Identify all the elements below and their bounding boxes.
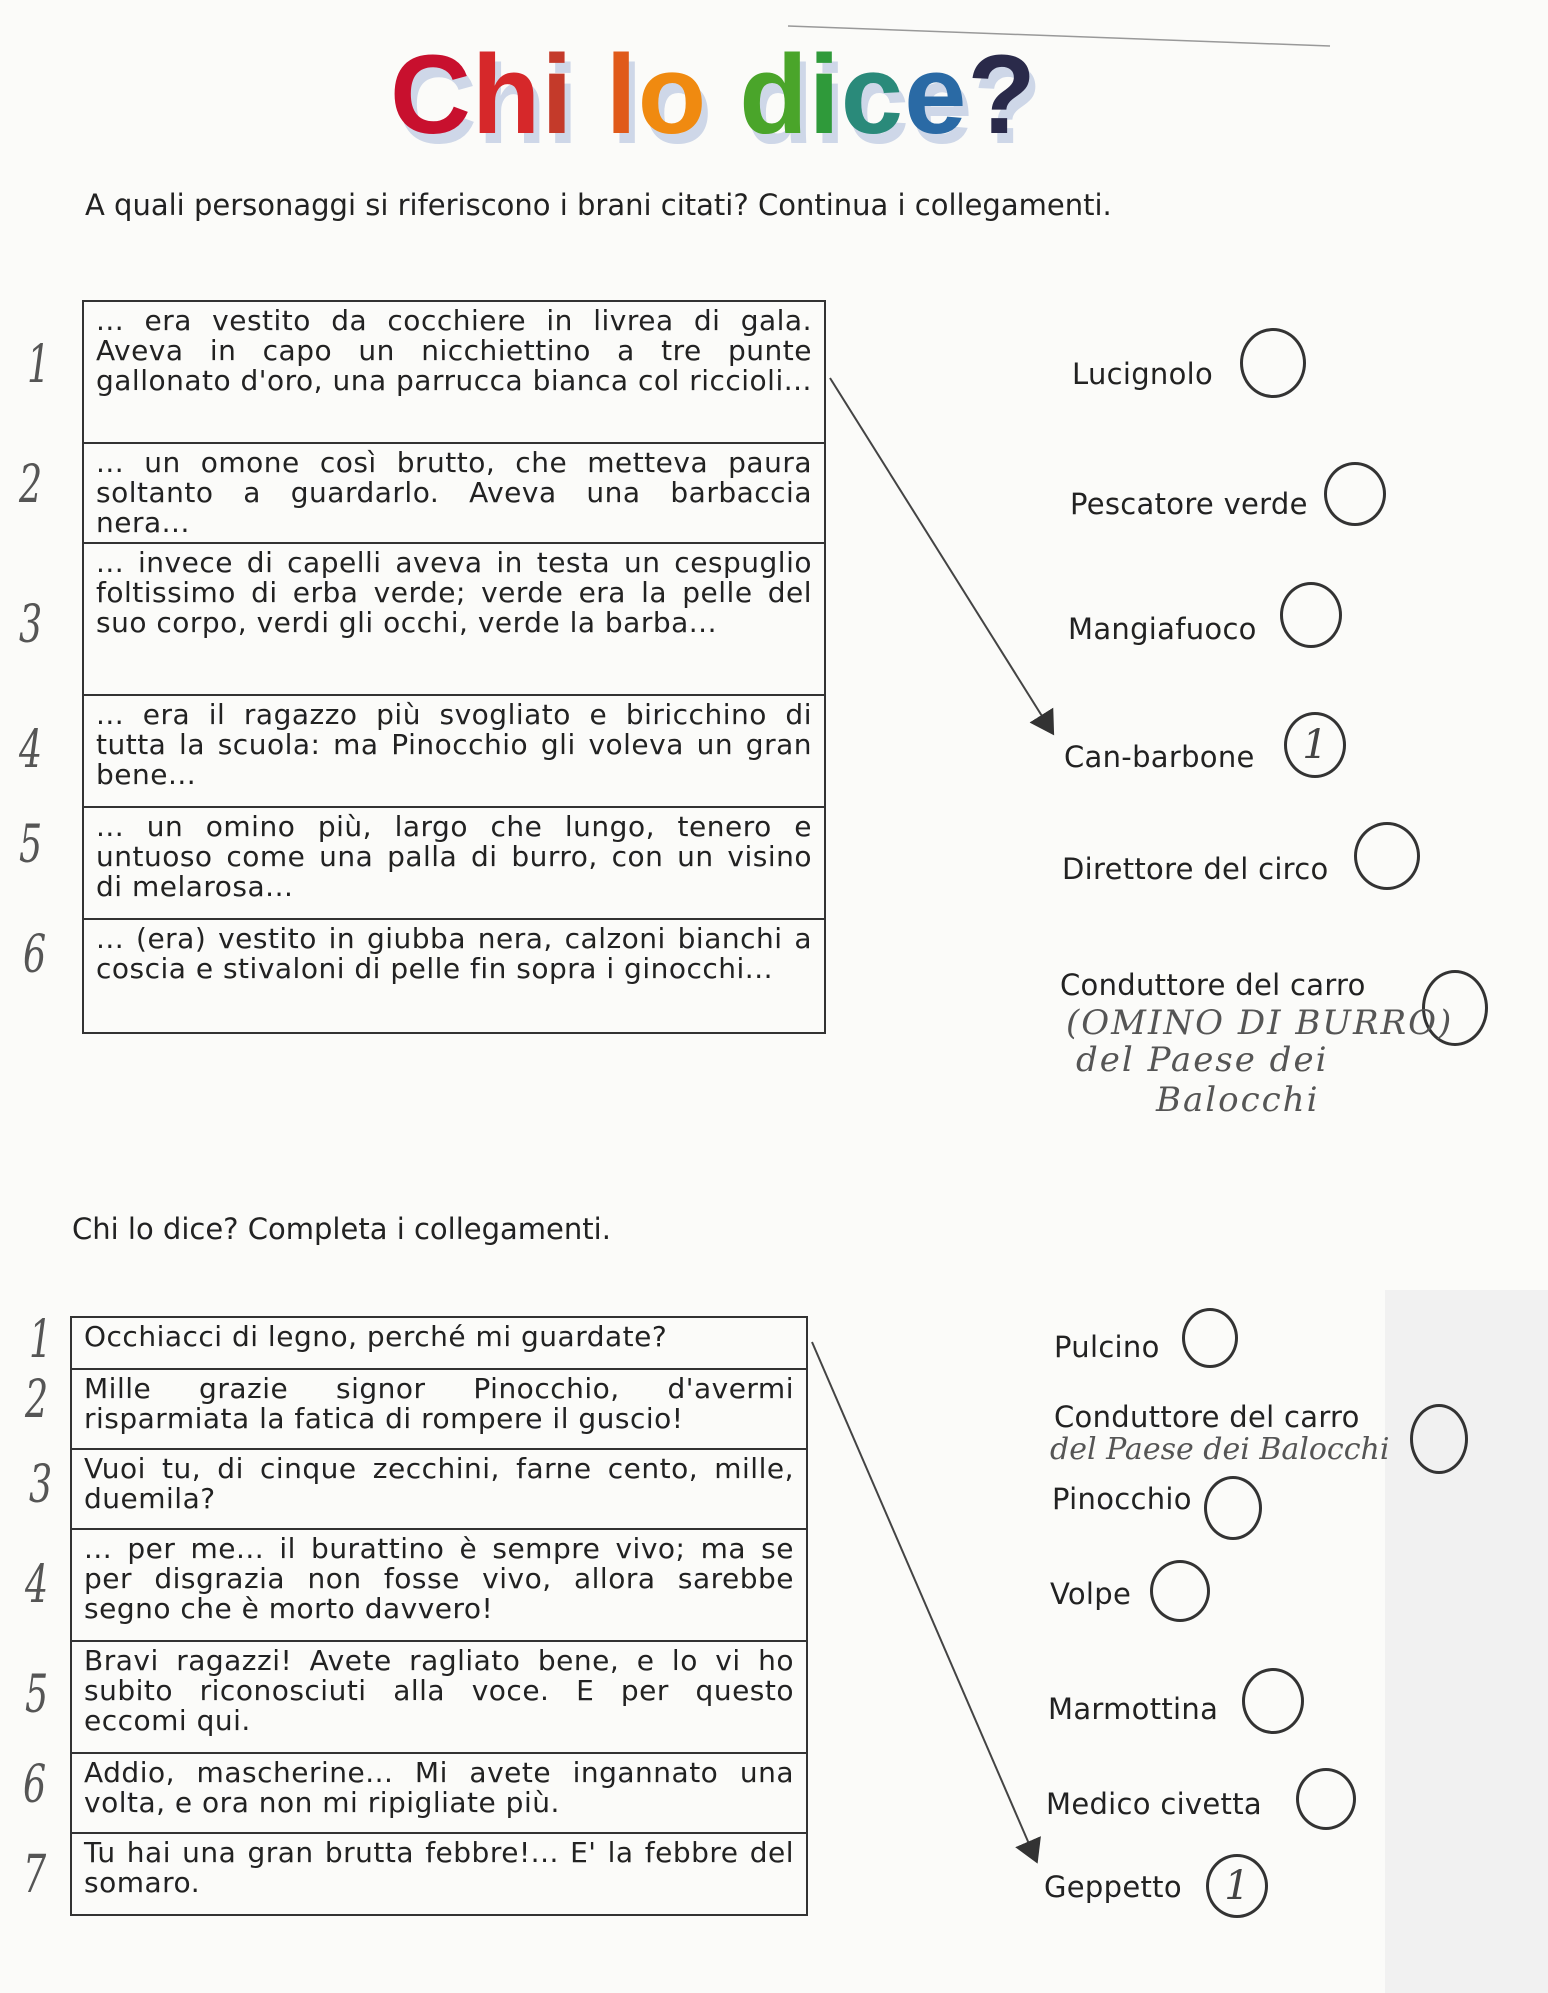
title-letter: ? <box>967 32 1037 157</box>
option-conduttore-del-carro: Conduttore del carro <box>1060 968 1366 1002</box>
quote-7: Tu hai una gran brutta febbre!... E' la febbre del somaro. <box>84 1836 794 1899</box>
answer-circle-4: 1 <box>1284 712 1346 778</box>
hand-number-5: 5 <box>18 815 43 875</box>
handwritten-note-line-3: Balocchi <box>1156 1080 1320 1120</box>
option-pinocchio: Pinocchio <box>1052 1482 1192 1516</box>
top-pencil-line <box>788 26 1330 46</box>
section1-instruction: A quali personaggi si riferiscono i brani citati? Continua i collegamenti. <box>85 188 1112 222</box>
section2-instruction: Chi lo dice? Completa i collegamenti. <box>72 1212 611 1246</box>
handwritten-note-line-1: (OMINO DI BURRO) <box>1066 1003 1454 1043</box>
hand-number-3: 3 <box>18 595 43 655</box>
option-pescatore-verde: Pescatore verde <box>1070 487 1308 521</box>
option-geppetto: Geppetto <box>1044 1870 1182 1904</box>
quote-2: Mille grazie signor Pinocchio, d'avermi risparmiata la fatica di rompere il guscio! <box>72 1370 806 1450</box>
hand-number-s2-3: 3 <box>28 1455 53 1515</box>
passage-3: ... invece di capelli aveva in testa un cespuglio foltissimo di erba verde; verde era la pelle del suo corpo, verdi gli occhi, verde la barba... <box>84 544 824 696</box>
option-volpe: Volpe <box>1050 1577 1132 1611</box>
title-letter: e <box>904 32 968 157</box>
passage-6: ... (era) vestito in giubba nera, calzoni bianchi a coscia e stivaloni di pelle fin sopra i ginocchi... <box>96 922 812 985</box>
hand-number-s2-6: 6 <box>22 1755 47 1815</box>
title-letter: i <box>541 32 574 157</box>
option-conduttore-del-carro-2: Conduttore del carro <box>1054 1400 1360 1434</box>
quote-4: ... per me... il burattino è sempre vivo; ma se per disgrazia non fosse vivo, allora sarebbe segno che è morto davvero! <box>72 1530 806 1642</box>
answer-circle-s2-7: 1 <box>1206 1854 1268 1918</box>
passage-1: ... era vestito da cocchiere in livrea di gala. Aveva in capo un nicchiettino a tre punte gallonato d'oro, una parrucca bianca col riccioli... <box>84 302 824 444</box>
option-mangiafuoco: Mangiafuoco <box>1068 612 1257 646</box>
hand-number-s2-4: 4 <box>24 1555 49 1615</box>
option-can-barbone: Can-barbone <box>1064 740 1255 774</box>
title-letter: o <box>637 32 708 157</box>
passage-4: ... era il ragazzo più svogliato e biricchino di tutta la scuola: ma Pinocchio gli voleva un gran bene... <box>84 696 824 808</box>
hand-number-s2-1: 1 <box>28 1310 53 1370</box>
connector-arrow-2 <box>812 1342 1036 1860</box>
option-pulcino: Pulcino <box>1054 1330 1160 1364</box>
option-medico-civetta: Medico civetta <box>1046 1787 1262 1821</box>
quote-1: Occhiacci di legno, perché mi guardate? <box>72 1318 806 1370</box>
hand-number-4: 4 <box>18 720 43 780</box>
option-direttore-del-circo: Direttore del circo <box>1062 852 1329 886</box>
option-lucignolo: Lucignolo <box>1072 357 1214 391</box>
title-letter: l <box>605 32 638 157</box>
handwritten-note-line-2: del Paese dei <box>1076 1040 1329 1080</box>
hand-number-6: 6 <box>22 925 47 985</box>
hand-number-1: 1 <box>26 335 51 395</box>
quote-6: Addio, mascherine... Mi avete ingannato una volta, e ora non mi ripigliate più. <box>72 1754 806 1834</box>
passage-2: ... un omone così brutto, che metteva paura soltanto a guardarlo. Aveva una barbaccia nera... <box>84 444 824 544</box>
option-marmottina: Marmottina <box>1048 1692 1219 1726</box>
handwritten-note-s2: del Paese dei Balocchi <box>1050 1432 1390 1467</box>
quote-5: Bravi ragazzi! Avete ragliato bene, e lo vi ho subito riconosciuti alla voce. E per questo eccomi qui. <box>72 1642 806 1754</box>
title-letter: h <box>471 32 542 157</box>
hand-number-s2-7: 7 <box>22 1845 47 1905</box>
quote-3: Vuoi tu, di cinque zecchini, farne cento, mille, duemila? <box>72 1450 806 1530</box>
title-letter: c <box>840 32 905 157</box>
title-letter: i <box>808 32 841 157</box>
hand-number-s2-5: 5 <box>24 1665 49 1725</box>
connector-arrow-1 <box>830 378 1052 732</box>
hand-number-s2-2: 2 <box>24 1370 49 1430</box>
title-letter: C <box>390 32 472 157</box>
hand-number-2: 2 <box>18 455 43 515</box>
passage-5: ... un omino più, largo che lungo, tenero e untuoso come una palla di burro, con un visino di melarosa... <box>84 808 824 920</box>
title-letter: d <box>739 32 809 157</box>
